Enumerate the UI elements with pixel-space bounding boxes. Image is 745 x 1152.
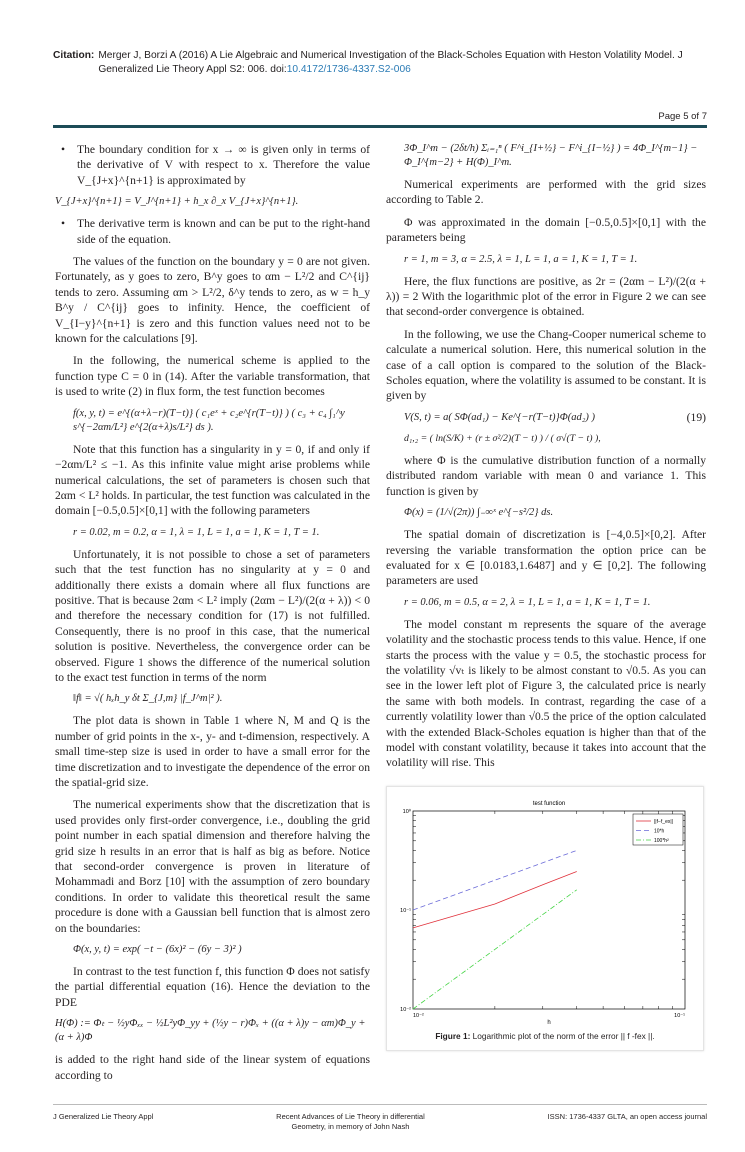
equation-boundary: V_{J+x}^{n+1} = V_J^{n+1} + h_x ∂_x V_{J+x}^{n+1}. <box>55 196 299 208</box>
legend-label: ||f−f_ex|| <box>654 818 673 825</box>
citation-label: Citation: <box>53 50 95 61</box>
equation-scheme: 3Φ_I^m − (2δt/h) Σᵢ₌₁ⁿ ( F^i_{I+½} − F^i_{I−½} ) = 4Φ_I^{m−1} − Φ_I^{m−2} + H(Φ)_I^m. <box>404 143 698 168</box>
doi-link[interactable]: 10.4172/1736-4337.S2-006 <box>286 64 411 75</box>
equation-d12: d₁,₂ = ( ln(S/K) + (r ± σ²/2)(T − t) ) / ( σ√(T − t) ), <box>404 432 601 444</box>
paragraph: The plot data is shown in Table 1 where N, M and Q is the number of grid points in the x-, y- and t-dimension, respectively. A small time-step size is used in order to have a small error for the time discretization and to investigate the dependence of the error on the spatial-grid size. <box>55 714 370 789</box>
paragraph: Unfortunately, it is not possible to chose a set of parameters such that the test function has no singularity at y = 0 and additionally there exists a domain where all flux functions are positive. That is because 2αm < L² imply (2αm − L²)/(2(α + λ)) < 0 and therefore the necessary condition for (17) is not fulfilled. Consequently, there is no proof in this case, that the numerical solution is positive. Nevertheless, the convergence order can be observed. Figure 1 shows the difference of the numerical solution to the exact test function in terms of the norm <box>55 547 370 684</box>
caption-text: Logarithmic plot of the norm of the error || f -fex ||. <box>470 1030 655 1041</box>
parameters-3: r = 0.06, m = 0.5, α = 2, λ = 1, L = 1, a = 1, K = 1, T = 1. <box>404 596 651 608</box>
parameters-1: r = 0.02, m = 0.2, α = 1, λ = 1, L = 1, a = 1, K = 1, T = 1. <box>73 526 320 538</box>
chart-title: test function <box>532 800 566 807</box>
footer-series <box>260 1112 440 1132</box>
paragraph: The numerical experiments show that the discretization that is used provides only first-order convergence, i.e., doubling the grid point number in each spatial dimension and therefore halving the grid size h results in an error that is half as big as before. Notice that second-order convergence is proven in literature of Mohammadi and Borz [10] with the assumption of zero boundary conditions. In order to validate this theoretical result the same procedure is done with a Gaussian bell function that is almost zero on the boundaries: <box>55 798 370 935</box>
paragraph: is added to the right hand side of the linear system of equations according to <box>55 1053 370 1082</box>
equation-test-function: f(x, y, t) = e^{(α+λ−r)(T−t)} ( c₁eˣ + c₂e^{r(T−t)} ) ( c₃ + c₄ ∫₁^y s^{−2αm/L²} e^{2(α+λ)s/L²} ds ). <box>73 407 345 433</box>
bullet-boundary-condition: • The boundary condition for x → ∞ is given only in terms of the derivative of V with respect to x. Therefore the value V_{J+x}^{n+1} is approximated by <box>55 142 370 188</box>
bullet-derivative-term: • The derivative term is known and can be put to the right-hand side of the equation. <box>55 216 370 247</box>
y-tick-label: 10⁻² <box>400 1006 411 1013</box>
caption-label: Figure 1: <box>435 1030 471 1041</box>
paragraph: The values of the function on the boundary y = 0 are not given. Fortunately, as y goes to zero, B^y goes to αm − L²/2 and C^{ij} tends to zero. Assuming αm > L²/2, δ^y tends to zero, as w = h_y B^y / C^{ij} goes to infinity. Hence, the coefficient of V_{I−y}^{n+1} is zero and this function values need not to be known for the calculations [9]. <box>55 255 370 346</box>
two-column-body <box>0 128 706 1090</box>
legend-label: 10*h <box>654 828 665 835</box>
citation <box>53 49 707 77</box>
citation-text <box>98 49 707 77</box>
paragraph: Numerical experiments are performed with the grid sizes according to Table 2. <box>386 178 706 207</box>
footer-series-line2: Geometry, in memory of John Nash <box>291 1122 410 1132</box>
page-header <box>0 0 745 128</box>
equation-cdf: Φ(x) = (1/√(2π)) ∫₋∞ˣ e^{−s²/2} ds. <box>404 507 554 519</box>
figure-caption <box>387 1031 703 1041</box>
y-tick-label: 10⁰ <box>402 808 411 815</box>
paragraph: In the following, we use the Chang-Cooper numerical scheme to calculate a numerical solution. Here, this numerical solution in the case of a call option is compared to the solution of the Black-Scholes equation, where the volatility is assumed to be constant. It is given by <box>386 327 706 403</box>
page-footer <box>53 1104 707 1132</box>
parameters-2: r = 1, m = 3, α = 2.5, λ = 1, L = 1, a = 1, K = 1, T = 1. <box>404 253 638 265</box>
equation-black-scholes <box>386 411 706 425</box>
x-tick-label: 10⁻² <box>413 1012 424 1019</box>
footer-series-line1: Recent Advances of Lie Theory in differential <box>276 1112 425 1122</box>
equation-norm: ‖f‖ = √( hₓh_y δt Σ_{J,m} |f_J^m|² ). <box>73 693 223 705</box>
citation-body: Merger J, Borzi A (2016) A Lie Algebraic and Numerical Investigation of the Black-Scholes Equation with Heston Volatility Model. J Generalized Lie Theory Appl S2: 006. doi: <box>98 50 683 75</box>
paragraph: In the following, the numerical scheme is applied to the function type C = 0 in (14). After the variable transformation, that is used to write (2) in flux form, the test function becomes <box>55 354 370 399</box>
page-number: Page 5 of 7 <box>658 111 707 122</box>
error-plot <box>387 787 703 1027</box>
paragraph: where Φ is the cumulative distribution function of a normally distributed random variable with mean 0 and variance 1. This function is given by <box>386 453 706 498</box>
equation-gaussian: Φ(x, y, t) = exp( −t − (6x)² − (6y − 3)² ) <box>73 944 242 956</box>
left-column <box>55 142 370 1090</box>
footer-issn: ISSN: 1736-4337 GLTA, an open access journal <box>547 1112 707 1122</box>
paragraph: Note that this function has a singularity in y = 0, if and only if −2αm/L² ≤ −1. As this infinite value might arise problems while numerical calculations, the set of parameters is chosen such that 2αm < L² holds. In particular, the test function was calculated in the domain [−0.5,0.5]×[0,1] with the following parameters <box>55 442 370 518</box>
equation-black-scholes-body: V(S, t) = a( SΦ(ad₁) − Ke^{−r(T−t)}Φ(ad₂) ) <box>404 411 596 423</box>
paragraph: Here, the flux functions are positive, as 2r = (2αm − L²)/(2(α + λ)) = 2 With the logarithmic plot of the error in Figure 2 we can see that second-order convergence is obtained. <box>386 274 706 319</box>
paragraph: The model constant m represents the square of the average volatility and the stochastic process tends to this value. Hence, if one starts the process with the value y = 0.5, the stochastic process for the volatility √vₜ is likely to be almost constant to √0.5. As you can see in the lower left plot of Figure 3, the calculated price is nearly the same with both models. In contrast, regarding the case of a currently volatility lower than √0.5 the price of the option calculated with the extended Black-Scholes equation is higher than that of the model with constant volatility, because it takes into account that the volatility will rise. This <box>386 617 706 770</box>
x-axis-label: h <box>547 1019 551 1026</box>
footer-journal: J Generalized Lie Theory Appl <box>53 1112 154 1122</box>
equation-pde-deviation: H(Φ) := Φₜ − ½yΦₓₓ − ½L²yΦ_yy + (½y − r)Φₓ + ((α + λ)y − αm)Φ_y + (α + λ)Φ <box>55 1018 366 1044</box>
x-tick-label: 10⁻¹ <box>674 1012 685 1019</box>
legend-label: 100*h² <box>654 837 669 844</box>
figure-1 <box>386 786 704 1051</box>
right-column <box>386 142 706 1090</box>
paragraph: Φ was approximated in the domain [−0.5,0.5]×[0,1] with the parameters being <box>386 215 706 245</box>
equation-number: (19) <box>686 410 706 424</box>
paragraph: In contrast to the test function f, this function Φ does not satisfy the partial differential equation (16). Hence the deviation to the PDE <box>55 965 370 1009</box>
paragraph: The spatial domain of discretization is [−4,0.5]×[0,2]. After reversing the variable transformation the option price can be evaluated for x ∈ [0.0183,1.6487] and y ∈ [0,2]. The following parameters are used <box>386 528 706 588</box>
y-tick-label: 10⁻¹ <box>400 907 411 914</box>
